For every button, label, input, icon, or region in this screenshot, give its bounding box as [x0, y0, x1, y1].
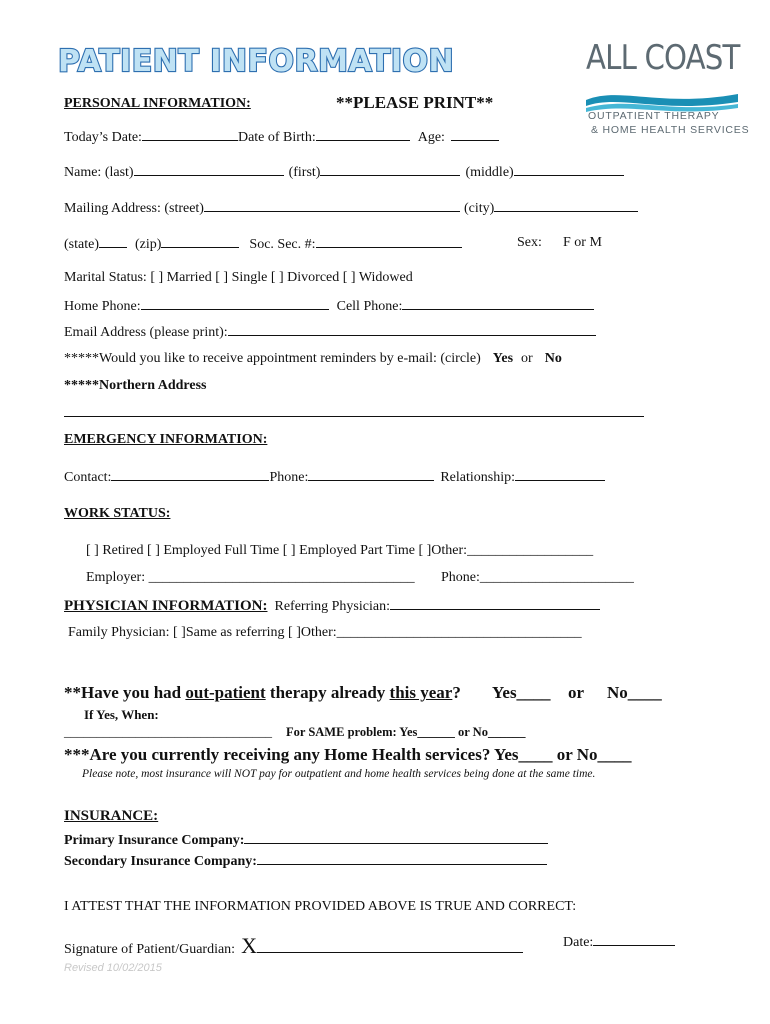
name-middle-label: (middle) [465, 165, 514, 180]
northern-address-field[interactable] [64, 416, 644, 417]
reminders-or: or [521, 351, 533, 366]
mail-city-field[interactable] [494, 199, 638, 212]
family-physician-row[interactable]: Family Physician: [ ]Same as referring [ ]Other:___________________________________ [68, 625, 582, 640]
row-reminders [64, 351, 562, 367]
marital-status[interactable]: Marital Status: [ ] Married [ ] Single [ ] Divorced [ ] Widowed [64, 270, 413, 285]
row-name [64, 163, 624, 181]
mail-street-label: Mailing Address: (street) [64, 201, 204, 216]
row-dates [64, 128, 499, 146]
logo-subtitle-1: OUTPATIENT THERAPY [588, 110, 720, 122]
row-date [563, 933, 675, 951]
revised-date: Revised 10/02/2015 [64, 962, 162, 974]
row-state [64, 235, 462, 253]
mail-city-label: (city) [463, 201, 495, 216]
outpatient-yes[interactable]: Yes____ [492, 683, 551, 702]
name-last-field[interactable] [134, 163, 284, 176]
same-problem-row[interactable]: For SAME problem: Yes______ or No______ [286, 725, 526, 739]
employer-phone-field[interactable]: Phone:______________________ [441, 570, 634, 585]
secondary-insurance-field[interactable] [257, 852, 547, 865]
relationship-label: Relationship: [440, 470, 515, 485]
email-field[interactable] [228, 324, 596, 336]
ssn-field[interactable] [316, 235, 462, 248]
logo-subtitle-2: & HOME HEALTH SERVICES [591, 124, 750, 136]
row-email [64, 324, 596, 341]
date-label: Date: [563, 935, 594, 950]
mail-street-field[interactable] [204, 199, 460, 212]
home-phone-label: Home Phone: [64, 299, 141, 314]
insurance-heading: INSURANCE: [64, 808, 159, 824]
q1-text-3: ? [452, 683, 461, 702]
page-title: PATIENT INFORMATION [58, 44, 455, 79]
row-secondary-insurance [64, 852, 547, 870]
work-status-options[interactable]: [ ] Retired [ ] Employed Full Time [ ] Employed Part Time [ ]Other:__________________ [86, 543, 594, 558]
home-phone-field[interactable] [141, 297, 329, 310]
row-primary-insurance: Primary Insurance Company: [64, 831, 548, 849]
todays-date-field[interactable] [142, 128, 238, 141]
age-label: Age: [417, 130, 445, 145]
q1-outpatient: out-patient [185, 683, 266, 702]
name-first-field[interactable] [320, 163, 460, 176]
ssn-label: Soc. Sec. #: [249, 237, 316, 252]
row-mailing [64, 199, 638, 217]
personal-info-heading: PERSONAL INFORMATION: [64, 96, 251, 111]
cell-phone-label: Cell Phone: [336, 299, 403, 314]
name-last-label: Name: (last) [64, 165, 134, 180]
row-signature [64, 933, 523, 959]
age-field[interactable] [451, 128, 499, 141]
insurance-note: Please note, most insurance will NOT pay for outpatient and home health services being done at the same time. [82, 768, 596, 780]
row-physician [64, 597, 600, 615]
secondary-insurance-label: Secondary Insurance Company: [64, 854, 257, 869]
state-label: (state) [64, 237, 99, 252]
outpatient-or: or [568, 683, 585, 702]
q1-text-1: **Have you had [64, 683, 186, 702]
outpatient-question [64, 683, 461, 703]
reminders-yes[interactable]: Yes [492, 351, 514, 366]
row-phones [64, 297, 594, 315]
referring-field[interactable] [390, 597, 600, 610]
physician-heading: PHYSICIAN INFORMATION: [64, 598, 268, 614]
primary-insurance-label: Primary Insurance Company [64, 833, 240, 848]
work-status-heading: WORK STATUS: [64, 506, 171, 521]
emergency-phone-label: Phone: [269, 470, 309, 485]
primary-insurance-field[interactable] [244, 831, 548, 844]
zip-field[interactable] [161, 235, 239, 248]
relationship-field[interactable] [515, 468, 605, 481]
contact-label: Contact: [64, 470, 112, 485]
name-middle-field[interactable] [514, 163, 624, 176]
emergency-phone-field[interactable] [308, 468, 434, 481]
attest-statement: I ATTEST THAT THE INFORMATION PROVIDED ABOVE IS TRUE AND CORRECT: [64, 899, 577, 914]
q1-text-2: therapy already [265, 683, 390, 702]
state-field[interactable] [99, 235, 127, 248]
todays-date-label: Today’s Date: [64, 130, 142, 145]
referring-label: Referring Physician: [274, 599, 390, 614]
zip-label: (zip) [134, 237, 162, 252]
company-logo [580, 36, 750, 140]
reminders-question: *****Would you like to receive appointment reminders by e-mail: (circle) [64, 351, 481, 366]
if-yes-when-label: If Yes, When: [84, 707, 159, 722]
employer-field[interactable]: Employer: ______________________________________ [86, 570, 415, 585]
dob-label: Date of Birth: [237, 130, 316, 145]
reminders-no[interactable]: No [544, 351, 562, 366]
date-field[interactable] [593, 933, 675, 946]
q1-this-year: this year [389, 683, 453, 702]
sex-options[interactable]: F or M [563, 235, 602, 250]
northern-address-label: *****Northern Address [64, 378, 207, 393]
sex-label: Sex: [517, 235, 542, 250]
signature-label: Signature of Patient/Guardian: [64, 942, 236, 957]
outpatient-no[interactable]: No____ [607, 683, 662, 702]
logo-name: ALL COAST [586, 38, 740, 78]
when-field[interactable]: ________________________________ [64, 724, 272, 739]
email-label: Email Address (please print): [64, 325, 228, 340]
emergency-heading: EMERGENCY INFORMATION: [64, 432, 268, 447]
contact-field[interactable] [111, 468, 269, 481]
row-emergency [64, 468, 605, 486]
cell-phone-field[interactable] [402, 297, 594, 310]
signature-x-mark: X [241, 933, 257, 958]
home-health-question[interactable]: ***Are you currently receiving any Home Health services? Yes____ or No____ [64, 745, 632, 764]
please-print-note: **PLEASE PRINT** [336, 93, 494, 112]
signature-field[interactable] [257, 940, 523, 953]
name-first-label: (first) [288, 165, 321, 180]
dob-field[interactable] [316, 128, 410, 141]
